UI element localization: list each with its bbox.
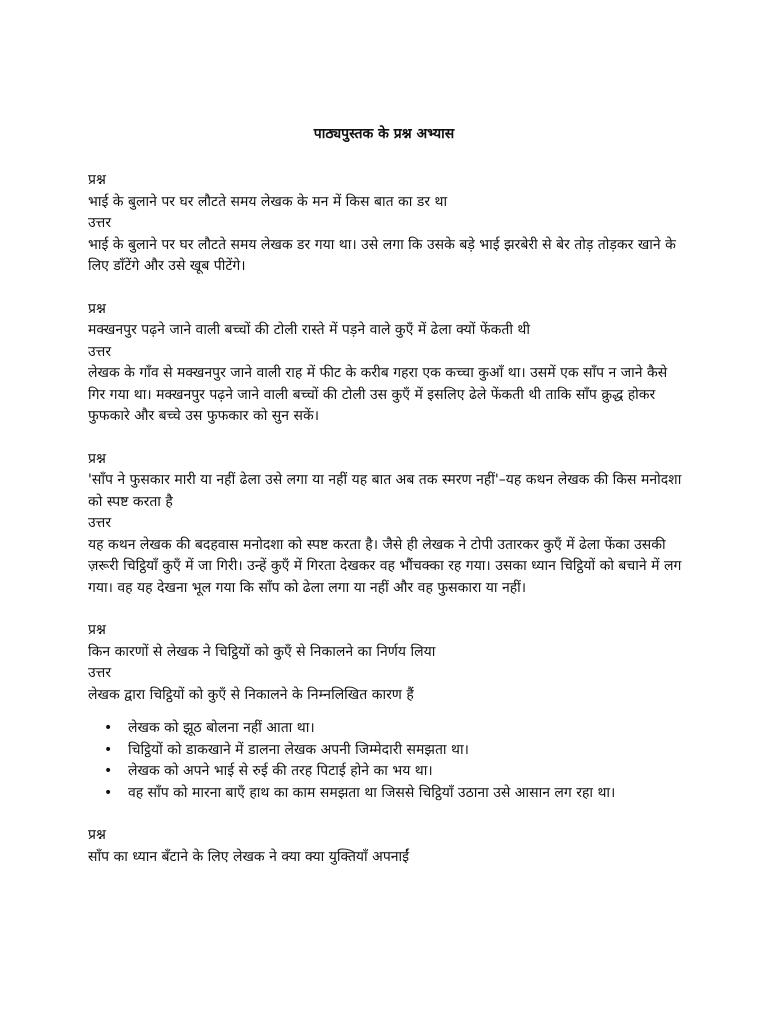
answer-label: उत्तर: [88, 515, 112, 531]
question-text: मक्खनपुर पढ़ने जाने वाली बच्चों की टोली रास्ते में पड़ने वाले कुएँ में ढेला क्यों फेंकती थी: [88, 322, 530, 338]
question-label: प्रश्न: [88, 300, 106, 317]
question-text: 'साँप ने फुसकार मारी या नहीं ढेला उसे लगा या नहीं यह बात अब तक स्मरण नहीं'–यह कथन लेखक की किस मनोदशा को स्पष्ट करता है: [88, 472, 682, 510]
answer-text: लेखक द्वारा चिट्ठियों को कुएँ से निकालने के निम्नलिखित कारण हैं: [88, 686, 414, 703]
question-text: साँप का ध्यान बँटाने के लिए लेखक ने क्या क्या युक्तियाँ अपनाईं: [88, 848, 410, 865]
list-item-text: लेखक को झूठ बोलना नहीं आता था।: [128, 720, 315, 736]
qa-block-1: [88, 170, 688, 278]
question-label: प्रश्न: [88, 172, 106, 188]
page-title: पाठ्यपुस्तक के प्रश्न अभ्यास: [313, 126, 455, 142]
bullet-icon: •: [104, 741, 113, 758]
answer-label: उत्तर: [88, 215, 112, 231]
list-item-text: वह साँप को मारना बाएँ हाथ का काम समझता था जिससे चिट्ठियाँ उठाना उसे आसान लग रहा था।: [128, 784, 616, 801]
bullet-icon: •: [104, 763, 113, 779]
list-item: [88, 740, 688, 762]
list-item: [88, 783, 688, 805]
answer-label: उत्तर: [88, 343, 112, 360]
reasons-list: [88, 718, 688, 804]
bullet-icon: •: [104, 784, 113, 801]
question-text: किन कारणों से लेखक ने चिट्ठियों को कुएँ से निकालने का निर्णय लिया: [88, 643, 436, 660]
list-item: [88, 761, 688, 783]
answer-label: उत्तर: [88, 665, 112, 681]
qa-block-5: [88, 825, 688, 868]
qa-block-3: [88, 449, 688, 600]
list-item: [88, 718, 688, 740]
question-label: प्रश्न: [88, 622, 106, 638]
question-label: प्रश्न: [88, 827, 106, 843]
document-content: [88, 170, 688, 889]
question-label: प्रश्न: [88, 450, 106, 467]
answer-text: भाई के बुलाने पर घर लौटते समय लेखक डर गया था। उसे लगा कि उसके बड़े भाई झरबेरी से बेर तोड़ तोड़कर खाने के लिए डाँटेंगे और उसे खूब पीटेंगे।: [88, 236, 676, 274]
qa-block-2: [88, 299, 688, 428]
answer-text: यह कथन लेखक की बदहवास मनोदशा को स्पष्ट करता है। जैसे ही लेखक ने टोपी उतारकर कुएँ में ढेला फेंका उसकी ज़रूरी चिट्ठियाँ कुएँ में जा गिरी। उन्हें कुएँ में गिरता देखकर वह भौंचक्का रह गया। उसका ध्यान चिट्ठियों को बचाने में लग गया। वह यह देखना भूल गया कि साँप को ढेला लगा या नहीं और वह फुसकारा या नहीं।: [88, 536, 682, 596]
list-item-text: चिट्ठियों को डाकखाने में डालना लेखक अपनी जिम्मेदारी समझता था।: [128, 741, 469, 758]
answer-text: लेखक के गाँव से मक्खनपुर जाने वाली राह में फीट के करीब गहरा एक कच्चा कुआँ था। उसमें एक साँप न जाने कैसे गिर गया था। मक्खनपुर पढ़ने जाने वाली बच्चों की टोली उस कुएँ में इसलिए ढेले फेंकती थी ताकि साँप क्रुद्ध होकर फुफकारे और बच्चे उस फुफकार को सुन सकें।: [88, 365, 668, 424]
question-text: भाई के बुलाने पर घर लौटते समय लेखक के मन में किस बात का डर था: [88, 193, 448, 210]
bullet-icon: •: [104, 720, 113, 736]
qa-block-4: [88, 620, 688, 804]
list-item-text: लेखक को अपने भाई से रुई की तरह पिटाई होने का भय था।: [128, 763, 433, 779]
